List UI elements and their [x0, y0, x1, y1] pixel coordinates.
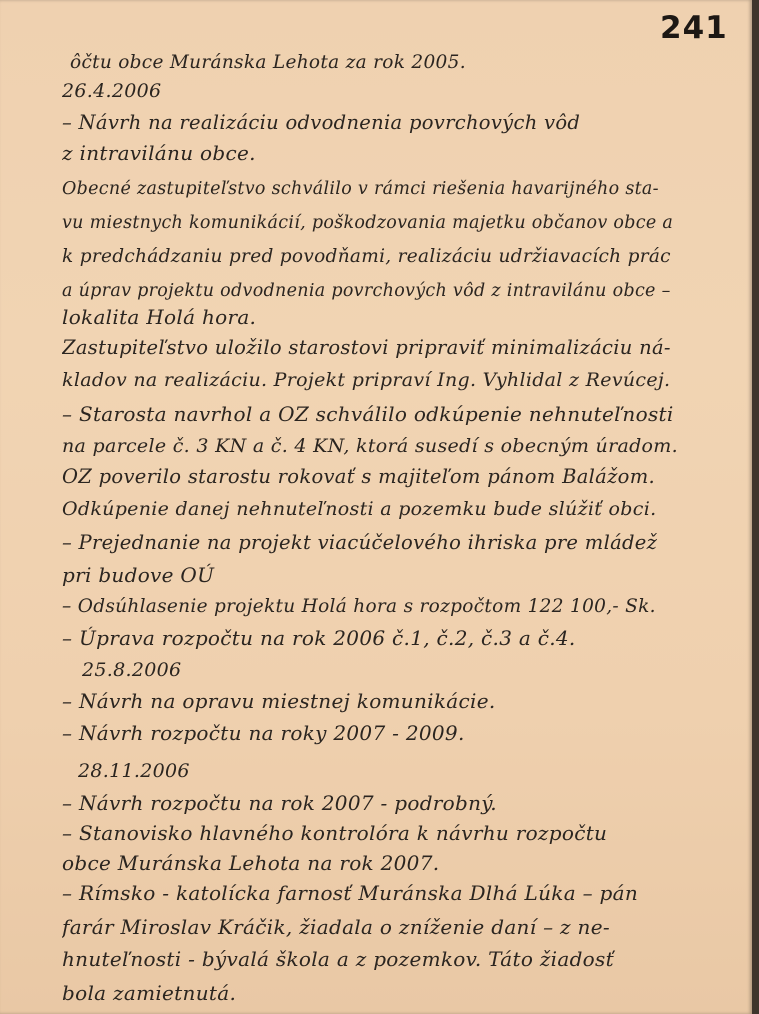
- text-line: obce Muránska Lehota na rok 2007.: [62, 851, 440, 875]
- page-number: 241: [660, 10, 728, 46]
- text-line: pri budove OÚ: [62, 563, 215, 587]
- text-line: – Odsúhlasenie projektu Holá hora s rozpočtom 122 100,- Sk.: [62, 596, 656, 617]
- text-line: lokalita Holá hora.: [62, 305, 257, 329]
- text-line: – Úprava rozpočtu na rok 2006 č.1, č.2, č.3 a č.4.: [62, 626, 576, 650]
- text-line: a úprav projektu odvodnenia povrchových vôd z intravilánu obce –: [62, 281, 671, 301]
- text-line: Obecné zastupiteľstvo schválilo v rámci riešenia havarijného sta-: [62, 179, 659, 199]
- text-line: kladov na realizáciu. Projekt pripraví Ing. Vyhlidal z Revúcej.: [62, 369, 671, 391]
- text-line: – Prejednanie na projekt viacúčelového ihriska pre mládež: [62, 531, 658, 554]
- text-line: – Návrh rozpočtu na rok 2007 - podrobný.: [62, 791, 497, 815]
- text-line: ôčtu obce Muránska Lehota za rok 2005.: [70, 52, 466, 73]
- text-line: hnuteľnosti - bývalá škola a z pozemkov. Táto žiadosť: [62, 947, 614, 971]
- text-line: – Starosta navrhol a OZ schválilo odkúpenie nehnuteľnosti: [62, 402, 674, 426]
- text-line: z intravilánu obce.: [62, 141, 256, 165]
- text-line: – Návrh na opravu miestnej komunikácie.: [62, 689, 496, 713]
- date-line: 25.8.2006: [82, 659, 182, 681]
- text-line: k predchádzaniu pred povodňami, realizáciu udržiavacích prác: [62, 246, 671, 267]
- date-line: 28.11.2006: [78, 760, 190, 782]
- text-line: OZ poverilo starostu rokovať s majiteľom pánom Balážom.: [62, 465, 656, 488]
- text-line: – Návrh na realizáciu odvodnenia povrchových vôd: [62, 111, 581, 134]
- text-line: – Rímsko - katolícka farnosť Muránska Dlhá Lúka – pán: [62, 881, 639, 905]
- text-line: – Návrh rozpočtu na roky 2007 - 2009.: [62, 721, 465, 745]
- text-line: vu miestnych komunikácií, poškodzovania majetku občanov obce a: [62, 213, 674, 233]
- text-line: farár Miroslav Kráčik, žiadala o zníženie daní – z ne-: [62, 915, 610, 939]
- text-line: Zastupiteľstvo uložilo starostovi pripraviť minimalizáciu ná-: [62, 336, 671, 359]
- date-line: 26.4.2006: [62, 80, 162, 102]
- text-line: – Stanovisko hlavného kontrolóra k návrhu rozpočtu: [62, 821, 608, 845]
- text-line: bola zamietnutá.: [62, 981, 237, 1005]
- text-line: Odkúpenie danej nehnuteľnosti a pozemku bude slúžiť obci.: [62, 498, 657, 520]
- text-line: na parcele č. 3 KN a č. 4 KN, ktorá susedí s obecným úradom.: [62, 435, 678, 457]
